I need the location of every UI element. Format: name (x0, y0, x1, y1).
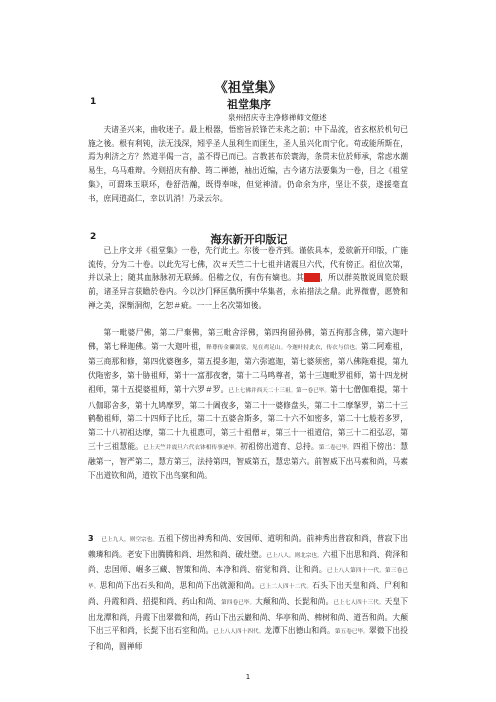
p3-text-cont: 六祖下出思和尚、荷泽和尚、忠国师、崛多三藏、智策和尚、本净和尚、宿觉和尚、让和尚。 (88, 549, 408, 575)
p3-text: 五祖下傍出神秀和尚、安国师、道明和尚。前神秀出普寂和尚，普寂下出赖璘和尚。老安下出腾腾和尚、坦然和尚、破灶堕。 (88, 534, 408, 559)
p3-note-4: 已上二人四十二代。 (259, 584, 313, 591)
p3-text-cont4: 大颠和尚、长髭和尚。 (255, 596, 334, 606)
p3-note-6: 已上七人四十三代。 (333, 599, 385, 606)
p2-text-cont4: 四祖下傍出：慧融第一，智严第二，慧方第三，法持第四，智威第五，慧忠第六。前智威下出马素和尚，马素下出道钦和尚，道钦下出鸟窠和尚。 (88, 441, 408, 481)
section-2-number: 2 (90, 232, 97, 242)
p3-text-cont7: 翠微下出投子和尚，圆禅师 (88, 626, 408, 651)
p2-note-2: 已上七佛并西天二十三祖。第一卷已毕。 (228, 387, 331, 394)
p3-note-8: 第五卷已毕。 (334, 629, 369, 636)
p3-note-2: 已上八人，则北宗也。 (266, 552, 323, 559)
red-stamp-mark: 鉴寓 (304, 273, 321, 283)
p2-text-cont: 第二阿难祖，第三商那和修，第四优婆毱多，第五提多迦，第六弥遮迦，第七婆须密，第八佛陁难提，第九伏陁密多，第十胁祖师，第十一富那夜奢，第十二马鸣尊者，第十三迦毗罗祖师，第十四龙树祖师，第十五提婆祖师，第十六罗＃罗。 (88, 341, 408, 394)
p2-text-cont3: 初祖傍出道育、总持。 (240, 441, 319, 451)
p1-text-cont: ，所以群英散说周览於眼前，诸圣异言获瞻於卷内。今以沙门释匡儁所撰中华集者，永祐措法之鼎。此界微曹，愿赞和禅之美，深惭洞彻，乞恕＃疵。一一上名次第如後。 (88, 273, 408, 310)
p2-text-cont2: 第十七僧伽难提，第十八伽耶舍多，第十九鸠摩罗，第二十阇夜多，第二十一婆修盘头，第二十二摩拏罗，第二十三鹤勒祖师，第二十四师子比丘，第二十五婆舍斯多，第二十六不如密多，第二十七般若多罗，第二十八初祖达摩，第二十九祖惠可，第三十祖僧＃，第三十一祖道信，第三十二祖弘忍，第三十三祖慧能。 (88, 384, 408, 451)
p2-note-4: 第二卷已毕。 (318, 444, 354, 451)
document-title: 《祖堂集》 (214, 80, 282, 96)
p1-text: 已上序文并《祖堂集》一卷，先行此土。尔後一卷齐到。谨依具本，爰欲新开印版，广施流传，分为二十卷。以此先写七佛，次＃天竺二十七祖并诸震旦六代，代有傍正。祖位次第，并以录上；随其血脉脉初无联絺。侣稽之仪，有伤有嫡也。其 (88, 246, 408, 283)
paragraph-3-number: 3 (88, 534, 94, 543)
p2-text: 第一毗婆尸佛，第二尸棄佛，第三毗舍浮佛，第四拘留孙佛，第五拘那含佛，第六迦叶佛，第七释迦佛。第一大迦叶祖， (88, 328, 408, 351)
preface-paragraph: 夫诸圣兴来，曲收迷子。最上根器，悟密旨於锋芒未兆之前；中下品流，省玄枢於机句已施之後。根有利钝，法无浅深，矧乎圣人虽利生而匪生，圣人虽兴化而宁化。苟或能所斯在，焉为利济之方？然道半偈一言，盖不得已而已。言教甚布於寰海，条贯未位於师承，常虑水潮易生，乌马难辩。今则招庆有静、筠二禅德，袖出近编，古今诸方法要集为一卷，目之《祖堂集》，可谓珠玉联环，卷舒浩瀚，既得奉味，但觉神清。仍命余为序，坚让不获，遂援毫直书，庶同道高仁，幸以讥消！乃录云尔。 (88, 125, 408, 203)
lineage-branch-paragraph (88, 532, 408, 654)
p2-note-1: 释尊传金襴袈裟，见在鸡足山。今迦叶持此衣，传衣与信也。 (206, 344, 361, 351)
section-1-heading (90, 97, 430, 111)
section-1-title: 祖堂集序 (227, 98, 271, 111)
p3-note-7: 已上八人四十四代。 (213, 629, 265, 636)
p3-note-5: 第四卷已毕。 (221, 599, 256, 606)
p2-note-3: 已上天竺并震旦六代衣钵相传事迹毕。 (143, 444, 241, 451)
p3-text-cont3: 石头下出天皇和尚、尸利和尚、丹霞和尚、招提和尚、药山和尚、 (88, 581, 408, 606)
section-1-number: 1 (90, 97, 97, 107)
p3-note-1: 已上九人，则空宗也。 (101, 537, 158, 543)
p3-note-3: 已上八人第四十一代。第三卷已毕。 (88, 568, 408, 591)
page-number: 1 (245, 673, 251, 681)
p3-text-cont6: 龙潭下出德山和尚。 (264, 626, 335, 636)
preface-byline: 泉州招庆寺主净修禅师文僜述 (228, 113, 327, 122)
printing-record-paragraph-1 (88, 244, 408, 313)
section-2-title: 海东新开印版记 (210, 233, 288, 246)
lineage-list-paragraph (88, 326, 408, 483)
p3-text-cont2: 思和尚下出石头和尚，思和尚下出就源和尚。 (99, 581, 260, 591)
p3-text-cont5: 天皇下出龙潭和尚，丹霞下出翠微和尚，药山下出云巖和尚、华亭和尚、椑树和尚、道吾和尚。大颠下出三平和尚，长髭下出石室和尚。 (88, 596, 408, 636)
